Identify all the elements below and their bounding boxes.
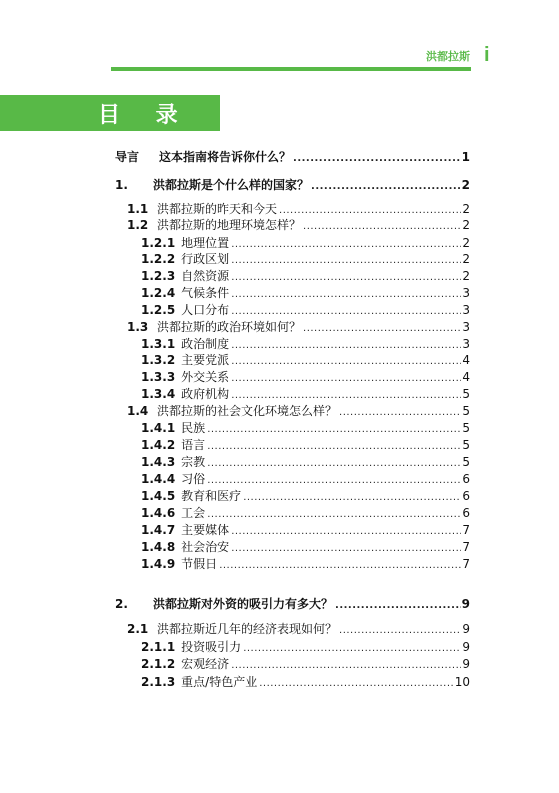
toc-label: 社会治安 [181,540,230,554]
toc-number: 1.2.3 [141,269,176,283]
toc-label: 习俗 [181,472,206,486]
toc-entry [141,302,470,318]
toc-page-number: 7 [462,523,470,537]
toc-leader-dots [303,321,461,337]
toc-label: 人口分布 [181,303,230,317]
toc-entry [141,656,470,672]
toc-entry [141,639,470,655]
toc-leader-dots [207,422,461,438]
toc-page-number: 2 [461,178,470,192]
toc-entry [141,352,470,368]
toc-entry [141,454,470,470]
toc-label: 洪都拉斯的政治环境如何？ [157,320,302,334]
toc-leader-dots [339,405,461,421]
toc-number: 1.2.2 [141,252,176,266]
toc-label: 语言 [181,438,206,452]
toc-leader-dots [231,524,461,540]
toc-entry [127,217,470,233]
toc-label: 政府机构 [181,387,230,401]
toc-page-number: 9 [462,640,470,654]
toc-page-number: 5 [462,387,470,401]
toc-number: 1.4 [127,404,149,418]
toc-page-number: 6 [462,472,470,486]
running-head: 洪都拉斯 [426,50,470,63]
toc-label: 洪都拉斯是个什么样的国家？ [153,178,310,192]
toc-page-number: 3 [462,320,470,334]
toc-leader-dots [231,304,461,320]
toc-entry [141,505,470,521]
toc-page-number: 9 [461,597,470,611]
toc-entry [127,621,470,637]
toc-label: 投资吸引力 [181,640,242,654]
toc-entry [141,674,470,690]
toc-label: 洪都拉斯对外资的吸引力有多大？ [153,597,334,611]
toc-page-number: 9 [462,657,470,671]
toc-leader-dots [293,151,461,167]
toc-number: 1.4.3 [141,455,176,469]
toc-entry [141,556,470,572]
toc-entry [127,201,470,217]
toc-leader-dots [231,658,461,674]
toc-entry [141,420,470,436]
toc-number: 1.4.4 [141,472,176,486]
toc-number: 1.2.5 [141,303,176,317]
toc-page-number: 1 [461,150,470,164]
page-numeral: i [484,44,490,66]
toc-label: 洪都拉斯的昨天和今天 [157,202,278,216]
toc-number: 1.4.2 [141,438,176,452]
toc-number: 1.1 [127,202,149,216]
toc-label: 这本指南将告诉你什么？ [159,150,292,164]
toc-entry [141,522,470,538]
toc-number: 1.4.1 [141,421,176,435]
toc-label: 宏观经济 [181,657,230,671]
toc-leader-dots [335,598,461,614]
toc-number: 1.3.2 [141,353,176,367]
toc-label: 洪都拉斯近几年的经济表现如何？ [157,622,338,636]
toc-number: 2.1.3 [141,675,176,689]
toc-number: 1.3.1 [141,337,176,351]
toc-page-number: 3 [462,286,470,300]
toc-page-number: 3 [462,337,470,351]
toc-leader-dots [207,473,461,489]
toc-page-number: 7 [462,557,470,571]
toc-page-number: 5 [462,455,470,469]
toc-page-number: 10 [454,675,470,689]
toc-entry [141,336,470,352]
toc-label: 气候条件 [181,286,230,300]
toc-number: 1. [115,178,128,192]
toc-page-number: 2 [462,252,470,266]
toc-leader-dots [303,219,461,235]
toc-label: 外交关系 [181,370,230,384]
toc-number: 1.4.7 [141,523,176,537]
toc-number: 1.2.4 [141,286,176,300]
toc-entry [141,285,470,301]
toc-entry [115,596,470,612]
toc-number: 2. [115,597,128,611]
toc-number: 1.4.8 [141,540,176,554]
toc-number: 1.2 [127,218,149,232]
toc-entry [141,488,470,504]
toc-label: 政治制度 [181,337,230,351]
toc-page-number: 4 [462,370,470,384]
toc-leader-dots [207,456,461,472]
toc-entry [141,437,470,453]
toc-number: 1.3.3 [141,370,176,384]
toc-number: 1.3 [127,320,149,334]
toc-leader-dots [231,287,461,303]
toc-label: 主要党派 [181,353,230,367]
toc-entry [127,319,470,335]
toc-leader-dots [339,623,461,639]
toc-leader-dots [259,676,454,692]
toc-number: 1.4.9 [141,557,176,571]
toc-leader-dots [231,354,461,370]
toc-page-number: 2 [462,269,470,283]
toc-number: 1.2.1 [141,236,176,250]
toc-entry [127,403,470,419]
toc-label: 宗教 [181,455,206,469]
toc-label: 洪都拉斯的地理环境怎样？ [157,218,302,232]
toc-leader-dots [219,558,461,574]
toc-page-number: 6 [462,489,470,503]
toc-number: 1.4.5 [141,489,176,503]
toc-number: 1.3.4 [141,387,176,401]
toc-label: 节假日 [181,557,218,571]
toc-page-number: 7 [462,540,470,554]
toc-page-number: 5 [462,438,470,452]
toc-leader-dots [231,371,461,387]
toc-label: 行政区划 [181,252,230,266]
toc-number: 导言 [115,150,140,164]
toc-leader-dots [231,270,461,286]
toc-page-number: 2 [462,202,470,216]
toc-entry [141,251,470,267]
toc-leader-dots [311,179,461,195]
page-title: 目 录 [98,103,192,128]
toc-page-number: 6 [462,506,470,520]
toc-entry [141,235,470,251]
toc-number: 2.1 [127,622,149,636]
toc-label: 民族 [181,421,206,435]
toc-leader-dots [231,388,461,404]
toc-label: 重点/特色产业 [181,675,258,689]
toc-page-number: 9 [462,622,470,636]
toc-entry [141,386,470,402]
toc-entry [141,369,470,385]
toc-leader-dots [231,541,461,557]
toc-label: 地理位置 [181,236,230,250]
toc-page-number: 2 [462,218,470,232]
toc-leader-dots [207,507,461,523]
toc-leader-dots [231,253,461,269]
toc-page-number: 2 [462,236,470,250]
toc-leader-dots [207,439,461,455]
toc-label: 洪都拉斯的社会文化环境怎么样？ [157,404,338,418]
toc-leader-dots [243,641,461,657]
toc-page-number: 5 [462,421,470,435]
toc-number: 2.1.2 [141,657,176,671]
toc-number: 1.4.6 [141,506,176,520]
toc-label: 主要媒体 [181,523,230,537]
toc-entry [115,177,470,193]
toc-entry [141,268,470,284]
toc-label: 教育和医疗 [181,489,242,503]
toc-entry [141,471,470,487]
toc-label: 自然资源 [181,269,230,283]
toc-entry [141,539,470,555]
toc-page-number: 4 [462,353,470,367]
toc-number: 2.1.1 [141,640,176,654]
toc-page-number: 3 [462,303,470,317]
toc-page-number: 5 [462,404,470,418]
toc-leader-dots [243,490,461,506]
toc-entry [115,149,470,165]
toc-label: 工会 [181,506,206,520]
